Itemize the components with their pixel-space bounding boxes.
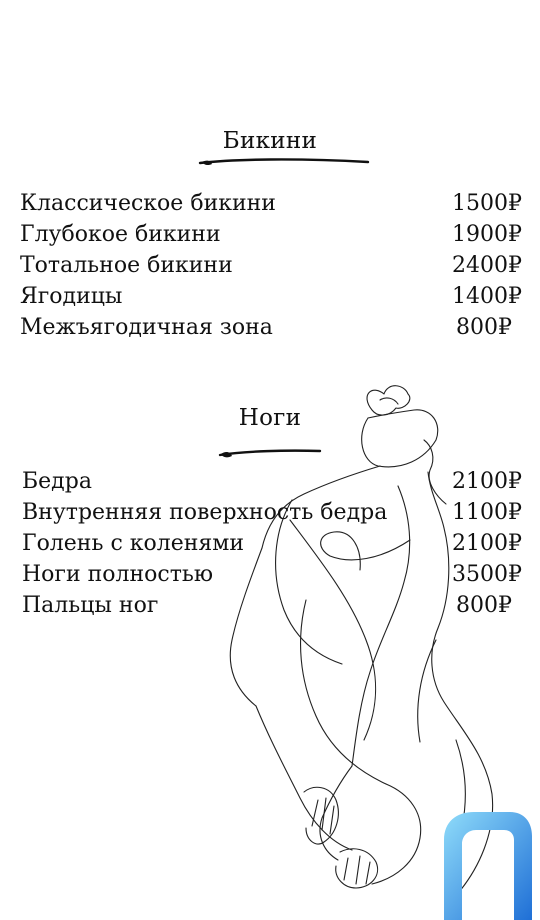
service-name: Глубокое бикини xyxy=(20,222,221,247)
section-title-legs: Ноги xyxy=(238,405,302,431)
service-name: Пальцы ног xyxy=(22,593,159,618)
brush-underline xyxy=(196,155,372,169)
service-price: 1900₽ xyxy=(452,222,522,247)
service-name: Тотальное бикини xyxy=(20,253,233,278)
service-name: Голень с коленями xyxy=(22,531,245,556)
list-item xyxy=(0,529,540,559)
service-price: 800₽ xyxy=(456,315,512,340)
list-item xyxy=(0,251,540,281)
brand-logo xyxy=(444,810,532,920)
list-item xyxy=(0,282,540,312)
list-item xyxy=(0,591,540,621)
service-price: 800₽ xyxy=(456,593,512,618)
service-price: 2100₽ xyxy=(452,531,522,556)
brush-underline xyxy=(216,446,324,460)
service-name: Межъягодичная зона xyxy=(20,315,273,340)
list-item xyxy=(0,189,540,219)
service-price: 3500₽ xyxy=(452,562,522,587)
service-price: 2400₽ xyxy=(452,253,522,278)
service-name: Бедра xyxy=(22,469,92,494)
service-name: Ягодицы xyxy=(20,284,123,309)
service-name: Классическое бикини xyxy=(20,191,276,216)
service-price: 1400₽ xyxy=(452,284,522,309)
list-item xyxy=(0,313,540,343)
list-item xyxy=(0,220,540,250)
service-price: 2100₽ xyxy=(452,469,522,494)
list-item xyxy=(0,498,540,528)
list-item xyxy=(0,467,540,497)
service-name: Внутренняя поверхность бедра xyxy=(22,500,388,525)
section-title-bikini: Бикини xyxy=(222,128,318,154)
list-item xyxy=(0,560,540,590)
service-price: 1500₽ xyxy=(452,191,522,216)
service-name: Ноги полностью xyxy=(22,562,214,587)
service-price: 1100₽ xyxy=(452,500,522,525)
